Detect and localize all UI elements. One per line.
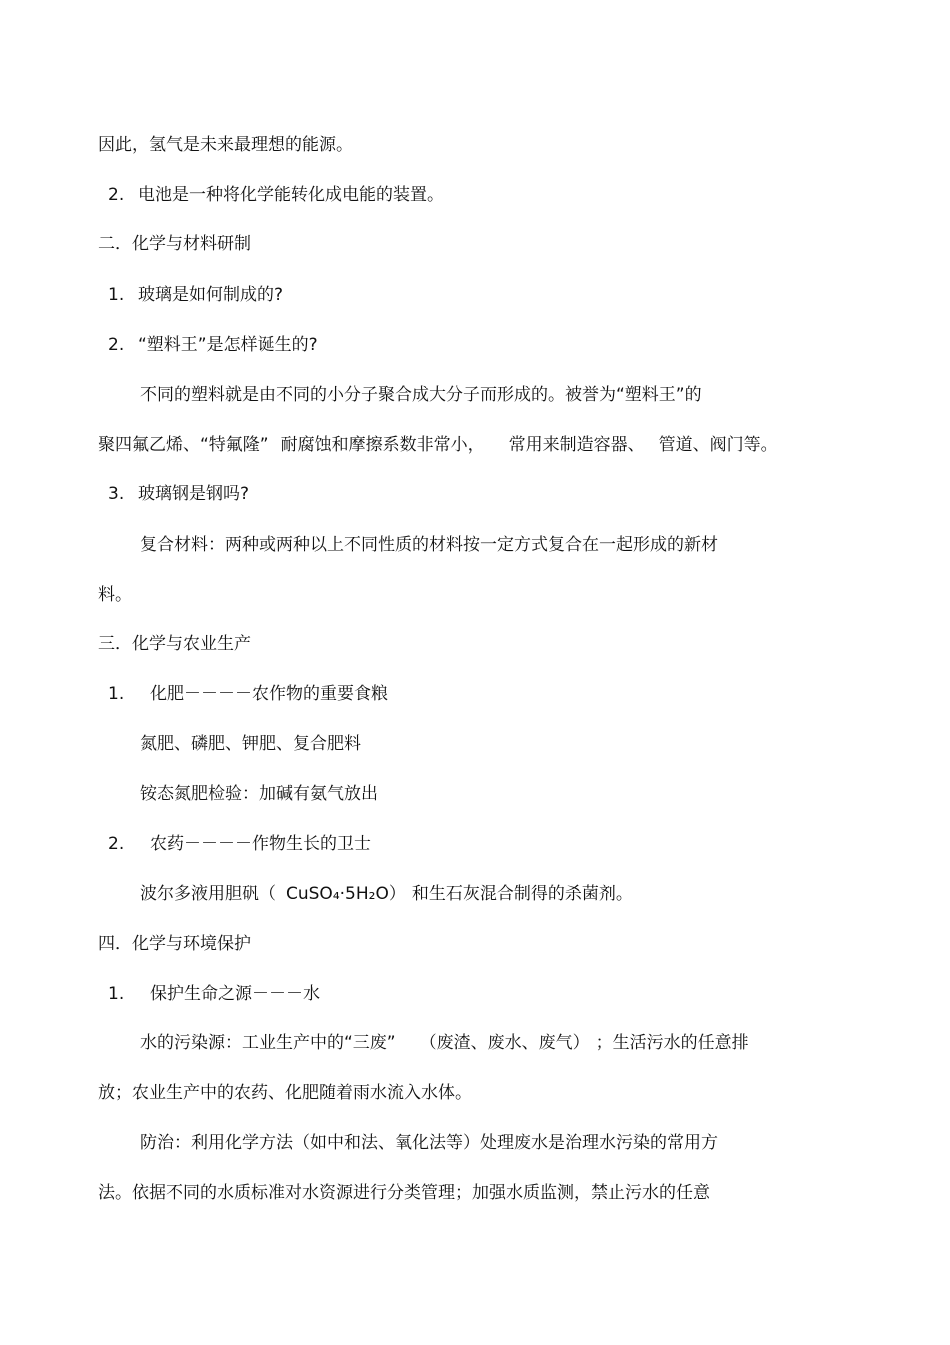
list-text: 化肥－－－－农作物的重要食粮 — [150, 684, 388, 704]
text: 常用来制造容器、 — [508, 435, 645, 455]
text: ；生活污水的任意排 — [595, 1033, 749, 1053]
list-text: “塑料王”是怎样诞生的? — [138, 335, 318, 355]
heading-text: 三．化学与农业生产 — [98, 634, 251, 654]
paragraph-line — [140, 732, 361, 756]
list-item — [108, 333, 318, 357]
text: 聚四氟乙烯、“特氟隆” — [98, 435, 269, 455]
section-heading — [98, 632, 251, 656]
text: 水的污染源：工业生产中的“三废” — [140, 1033, 396, 1053]
text: 管道、阀门等。 — [658, 435, 778, 455]
paragraph-line — [140, 882, 633, 906]
paragraph-line — [140, 782, 378, 806]
list-number: 1. — [108, 285, 125, 305]
list-text: 玻璃钢是钢吗? — [138, 484, 250, 504]
list-item — [108, 832, 371, 856]
text: 和生石灰混合制得的杀菌剂。 — [411, 884, 633, 904]
section-heading — [98, 932, 251, 956]
text: 因此，氢气是未来最理想的能源。 — [98, 135, 353, 155]
text: 防治：利用化学方法（如中和法、氧化法等）处理废水是治理水污染的常用方 — [140, 1133, 718, 1153]
paragraph-line — [98, 133, 353, 157]
text: 不同的塑料就是由不同的小分子聚合成大分子而形成的。被誉为“塑料王”的 — [140, 385, 702, 405]
paragraph-line — [98, 1181, 710, 1205]
list-text: 保护生命之源－－－水 — [150, 984, 320, 1004]
chemical-formula: CuSO₄·5H₂O） — [286, 884, 406, 904]
text: 波尔多液用胆矾（ — [140, 884, 276, 904]
list-item — [108, 982, 320, 1006]
list-item — [108, 283, 283, 307]
paragraph-line — [98, 1081, 472, 1105]
paragraph-line — [140, 1031, 749, 1055]
list-number: 1. — [108, 684, 125, 704]
paragraph-line — [98, 583, 132, 607]
paragraph-line — [140, 383, 702, 407]
list-number: 2. — [108, 185, 125, 205]
list-number: 2. — [108, 834, 125, 854]
list-item — [108, 682, 388, 706]
text: 料。 — [98, 585, 132, 605]
list-text: 电池是一种将化学能转化成电能的装置。 — [138, 185, 444, 205]
heading-text: 二．化学与材料研制 — [98, 234, 251, 254]
text: 铵态氮肥检验：加碱有氨气放出 — [140, 784, 378, 804]
list-item — [108, 482, 249, 506]
list-text: 玻璃是如何制成的? — [138, 285, 284, 305]
paragraph-line — [140, 533, 718, 557]
text: 法。依据不同的水质标准对水资源进行分类管理；加强水质监测，禁止污水的任意 — [98, 1183, 710, 1203]
list-text: 农药－－－－作物生长的卫士 — [150, 834, 371, 854]
list-item — [108, 183, 444, 207]
paragraph-line — [98, 433, 778, 457]
paragraph-line — [140, 1131, 718, 1155]
heading-text: 四．化学与环境保护 — [98, 934, 251, 954]
section-heading — [98, 232, 251, 256]
list-number: 1. — [108, 984, 125, 1004]
text: 氮肥、磷肥、钾肥、复合肥料 — [140, 734, 361, 754]
text: 复合材料：两种或两种以上不同性质的材料按一定方式复合在一起形成的新材 — [140, 535, 718, 555]
list-number: 2. — [108, 335, 125, 355]
list-number: 3. — [108, 484, 125, 504]
text: （废渣、废水、废气） — [419, 1033, 590, 1053]
text: 耐腐蚀和摩擦系数非常小， — [280, 435, 485, 455]
text: 放；农业生产中的农药、化肥随着雨水流入水体。 — [98, 1083, 472, 1103]
